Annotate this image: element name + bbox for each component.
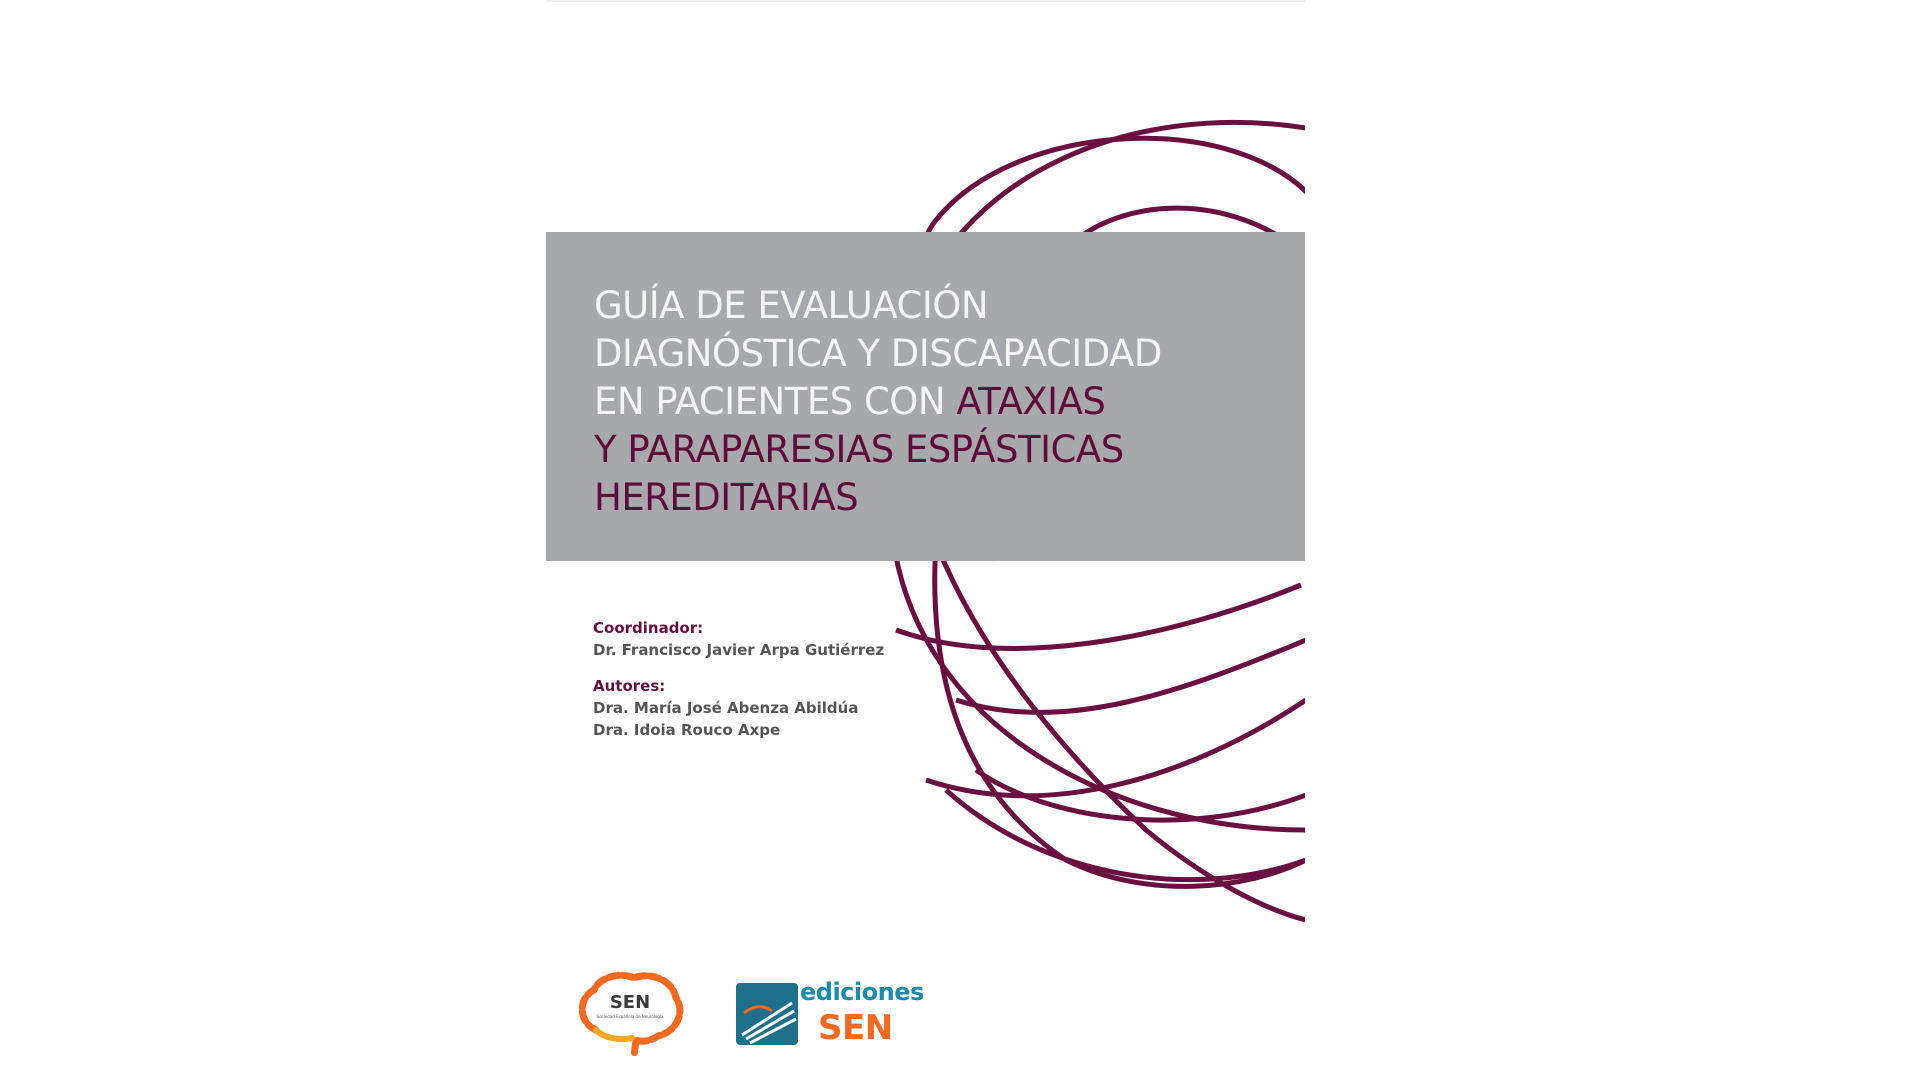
publisher-word: ediciones — [800, 978, 924, 1006]
title-line-5: HEREDITARIAS — [594, 476, 859, 519]
book-stack-icon — [736, 983, 798, 1045]
title-line-2: DIAGNÓSTICA Y DISCAPACIDAD — [594, 332, 1162, 375]
sen-brain-logo — [576, 970, 686, 1060]
title-line-1: GUÍA DE EVALUACIÓN — [594, 284, 989, 327]
title-line-4: Y PARAPARESIAS ESPÁSTICAS — [594, 428, 1124, 471]
author-name: Dra. Idoia Rouco Axpe — [593, 721, 781, 739]
title-band — [546, 232, 1305, 561]
sen-logo-text: SEN — [609, 992, 651, 1013]
title-line-3a: EN PACIENTES CON — [594, 380, 957, 423]
coordinator-name: Dr. Francisco Javier Arpa Gutiérrez — [593, 641, 885, 659]
author-name: Dra. María José Abenza Abildúa — [593, 699, 859, 717]
authors-block — [593, 675, 858, 741]
publisher-name: SEN — [818, 1008, 893, 1048]
authors-label: Autores: — [593, 677, 666, 695]
ediciones-sen-logo — [736, 978, 924, 1048]
cover-page — [546, 0, 1305, 1080]
coordinator-block — [593, 617, 884, 661]
document-title — [594, 282, 1274, 522]
coordinator-label: Coordinador: — [593, 619, 704, 637]
title-line-3b: ATAXIAS — [956, 380, 1106, 423]
sen-logo-subtitle: Sociedad Española de Neurología — [596, 1014, 664, 1019]
